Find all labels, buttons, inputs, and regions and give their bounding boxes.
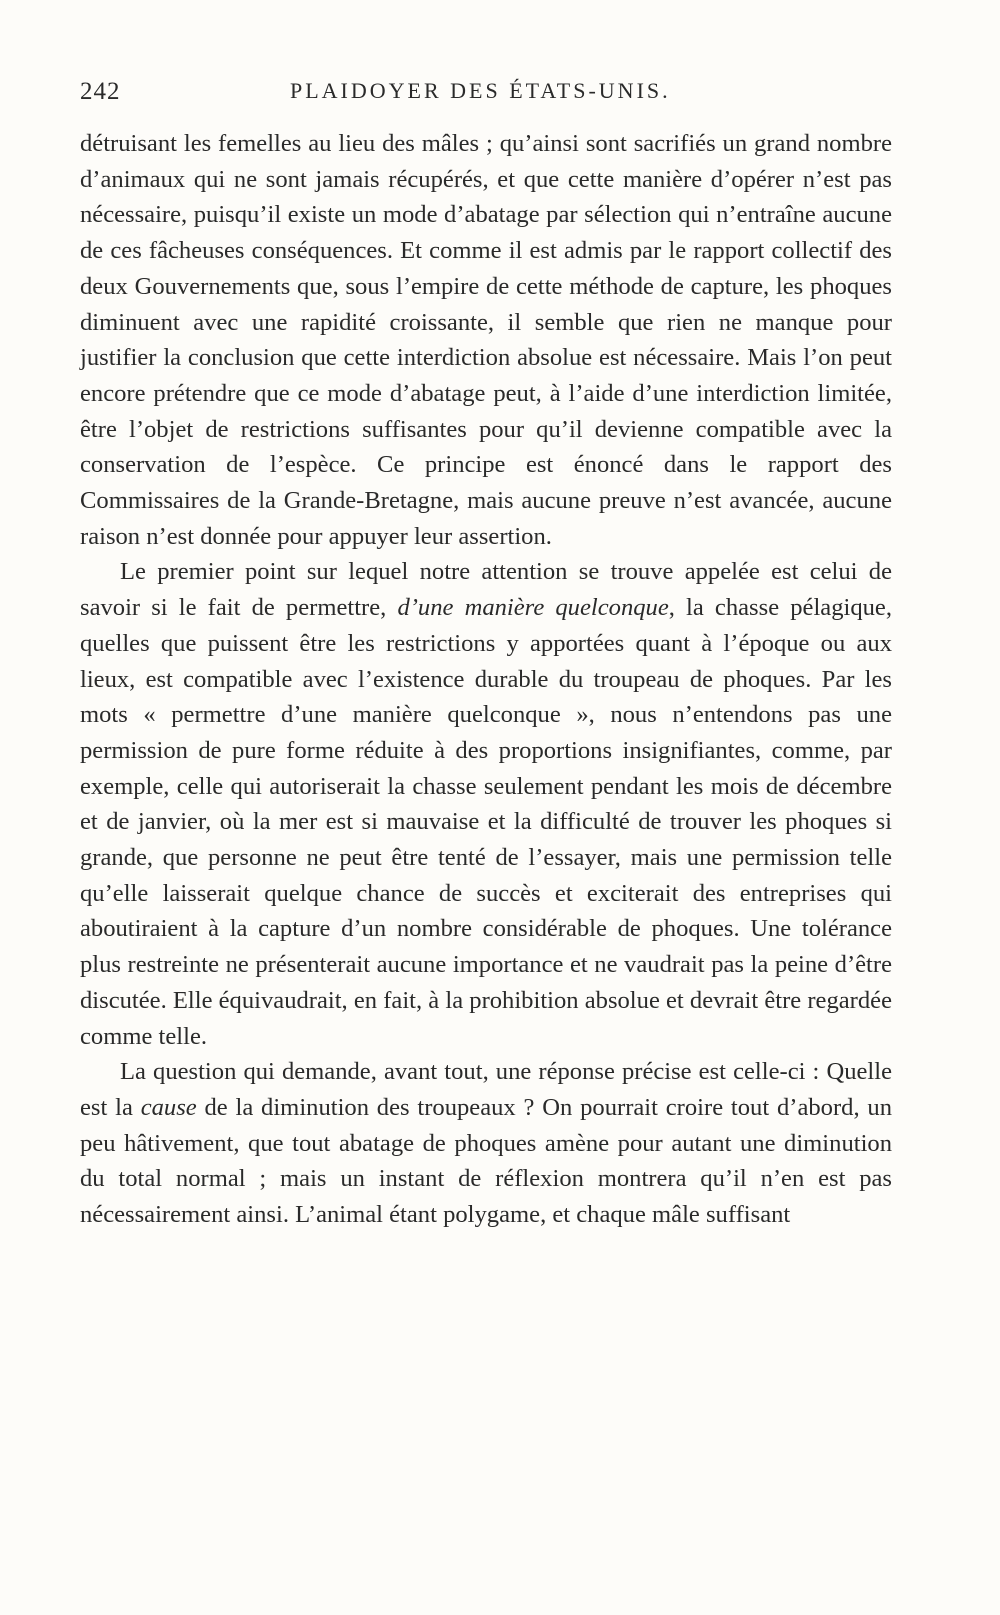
paragraph-3-text-start: La question qui demande, avant tout, une réponse précise est celle-ci : Quelle est la (80, 1058, 892, 1121)
body-text (80, 126, 892, 1233)
running-title: PLAIDOYER DES ÉTATS-UNIS. (290, 78, 671, 103)
paragraph-3 (80, 1054, 892, 1233)
paragraph-3-italic-word: cause (140, 1093, 197, 1121)
page-number: 242 (80, 78, 121, 105)
paragraph-3-text-end: de la diminution des troupeaux ? On pourrait croire tout d’abord, un peu hâtivement, que tout abatage de phoques amène pour autant une diminution du total normal ; mais un instant de réflexion montrera qu’il n’en est pas nécessairement ainsi. L’animal étant polygame, et chaque mâle suffisant (80, 1093, 892, 1229)
paragraph-2 (80, 554, 892, 1054)
paragraph-2-italic-phrase: d’une manière quelconque (397, 594, 669, 622)
running-head (80, 78, 892, 108)
paragraph-2-text-start: Le premier point sur lequel notre attention se trouve appelée est celui de savoir si le fait de permettre, (80, 558, 892, 622)
paragraph-2-text-end: , la chasse pélagique, quelles que puissent être les restrictions y apportées quant à l’époque ou aux lieux, est compatible avec l’existence durable du troupeau de phoques. Par les mots « permettre d’une manière quelconque », nous n’entendons pas une permission de pure forme réduite à des proportions insignifiantes, comme, par exemple, celle qui autoriserait la chasse seulement pendant les mois de décembre et de janvier, où la mer est si mauvaise et la difficulté de trouver les phoques si grande, que personne ne peut être tenté de l’essayer, mais une permission telle qu’elle laisserait quelque chance de succès et exciterait des entreprises qui aboutiraient à la capture d’un nombre considérable de phoques. Une tolérance plus restreinte ne présenterait aucune importance et ne vaudrait pas la peine d’être discutée. Elle équivaudrait, en fait, à la prohibition absolue et devrait être regardée comme telle. (80, 594, 892, 1050)
paragraph-1: détruisant les femelles au lieu des mâles ; qu’ainsi sont sacrifiés un grand nombre d’animaux qui ne sont jamais récupérés, et que cette manière d’opérer n’est pas nécessaire, puisqu’il existe un mode d’abatage par sélection qui n’entraîne aucune de ces fâcheuses conséquences. Et comme il est admis par le rapport collectif des deux Gouvernements que, sous l’empire de cette méthode de capture, les phoques diminuent avec une rapidité croissante, il semble que rien ne manque pour justifier la conclusion que cette interdiction absolue est nécessaire. Mais l’on peut encore prétendre que ce mode d’abatage peut, à l’aide d’une interdiction limitée, être l’objet de restrictions suffisantes pour qu’il devienne compatible avec la conservation de l’espèce. Ce principe est énoncé dans le rapport des Commissaires de la Grande-Bretagne, mais aucune preuve n’est avancée, aucune raison n’est donnée pour appuyer leur assertion. (80, 130, 892, 550)
